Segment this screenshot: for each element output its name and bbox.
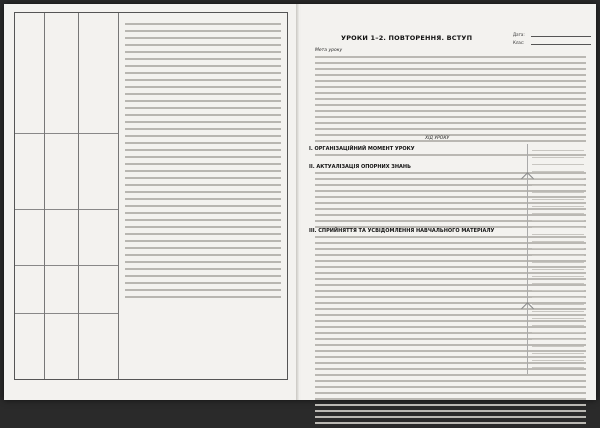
course-heading: ХІД УРОКУ xyxy=(425,136,450,141)
left-page xyxy=(4,4,299,400)
date-field: Дата: xyxy=(513,32,591,37)
margin-notes-area xyxy=(527,144,588,374)
section-title-2: II. АКТУАЛІЗАЦІЯ ОПОРНИХ ЗНАНЬ xyxy=(309,164,411,170)
section-title-1: I. ОРГАНІЗАЦІЙНИЙ МОМЕНТ УРОКУ xyxy=(309,146,415,152)
date-class-fields xyxy=(513,32,591,48)
class-field: Клас: xyxy=(513,40,591,45)
rotated-lesson-table xyxy=(14,12,288,380)
table-column-hours xyxy=(79,13,119,379)
table-column-topic xyxy=(45,13,79,379)
table-column-results xyxy=(119,13,287,379)
aim-heading: Мета уроку xyxy=(315,48,343,53)
lesson-title: УРОКИ 1–2. ПОВТОРЕННЯ. ВСТУП xyxy=(341,34,473,42)
aim-text xyxy=(315,56,586,146)
section-title-3: III. СПРИЙНЯТТЯ ТА УСВІДОМЛЕННЯ НАВЧАЛЬНОГО МАТЕРІАЛУ xyxy=(309,228,495,234)
right-page xyxy=(301,4,596,400)
table-column-number xyxy=(15,13,45,379)
open-booklet xyxy=(4,4,596,400)
table-text-lines xyxy=(125,23,281,369)
